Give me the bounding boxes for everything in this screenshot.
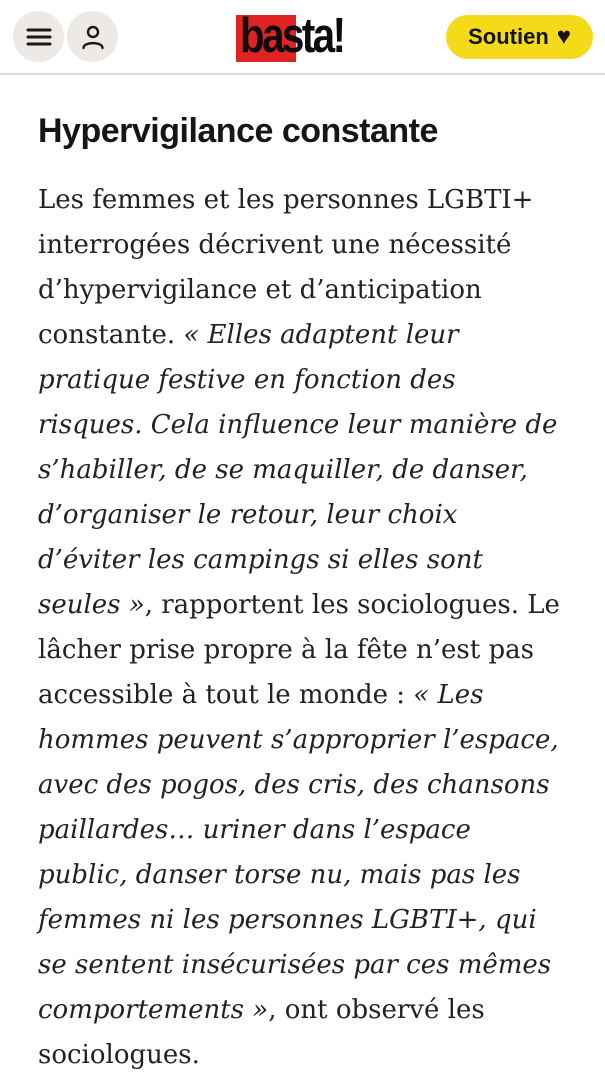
article-paragraph [38,178,567,1078]
paragraph-segment: , ont observé les sociologues. [38,994,485,1070]
site-logo[interactable] [236,9,370,64]
article [0,75,605,1078]
site-header [0,0,605,75]
account-button[interactable] [67,11,118,62]
support-button[interactable] [446,15,593,59]
logo-text: basta! [239,9,344,63]
paragraph-segment: Les femmes et les personnes LGBTI+ interrogées décrivent une nécessité d’hypervigilance et d’anticipation constante. [38,184,534,350]
header-right-group [370,15,593,59]
paragraph-segment: « Les hommes peuvent s’approprier l’espace, avec des pogos, des cris, des chansons paillardes… uriner dans l’espace public, danser torse nu, mais pas les femmes ni les personnes LGBTI+, qui se sentent insécurisées par ces mêmes comportements » [38,679,559,1025]
article-title: Hypervigilance constante [38,112,438,150]
support-button-label: Soutien [468,23,549,49]
header-left-group [13,11,236,62]
user-icon [80,24,106,50]
paragraph-segment: , rapportent les sociologues. Le lâcher prise propre à la fête n’est pas accessible à tout le monde : [38,589,560,710]
heart-icon: ♥ [556,22,572,50]
paragraph-segment: « Elles adaptent leur pratique festive en fonction des risques. Cela influence leur manière de s’habiller, de se maquiller, de danser, d’organiser le retour, leur choix d’éviter les campings si elles sont seules » [38,319,558,620]
menu-button[interactable] [13,11,64,62]
header-center [236,9,370,64]
hamburger-menu-icon [26,26,52,48]
